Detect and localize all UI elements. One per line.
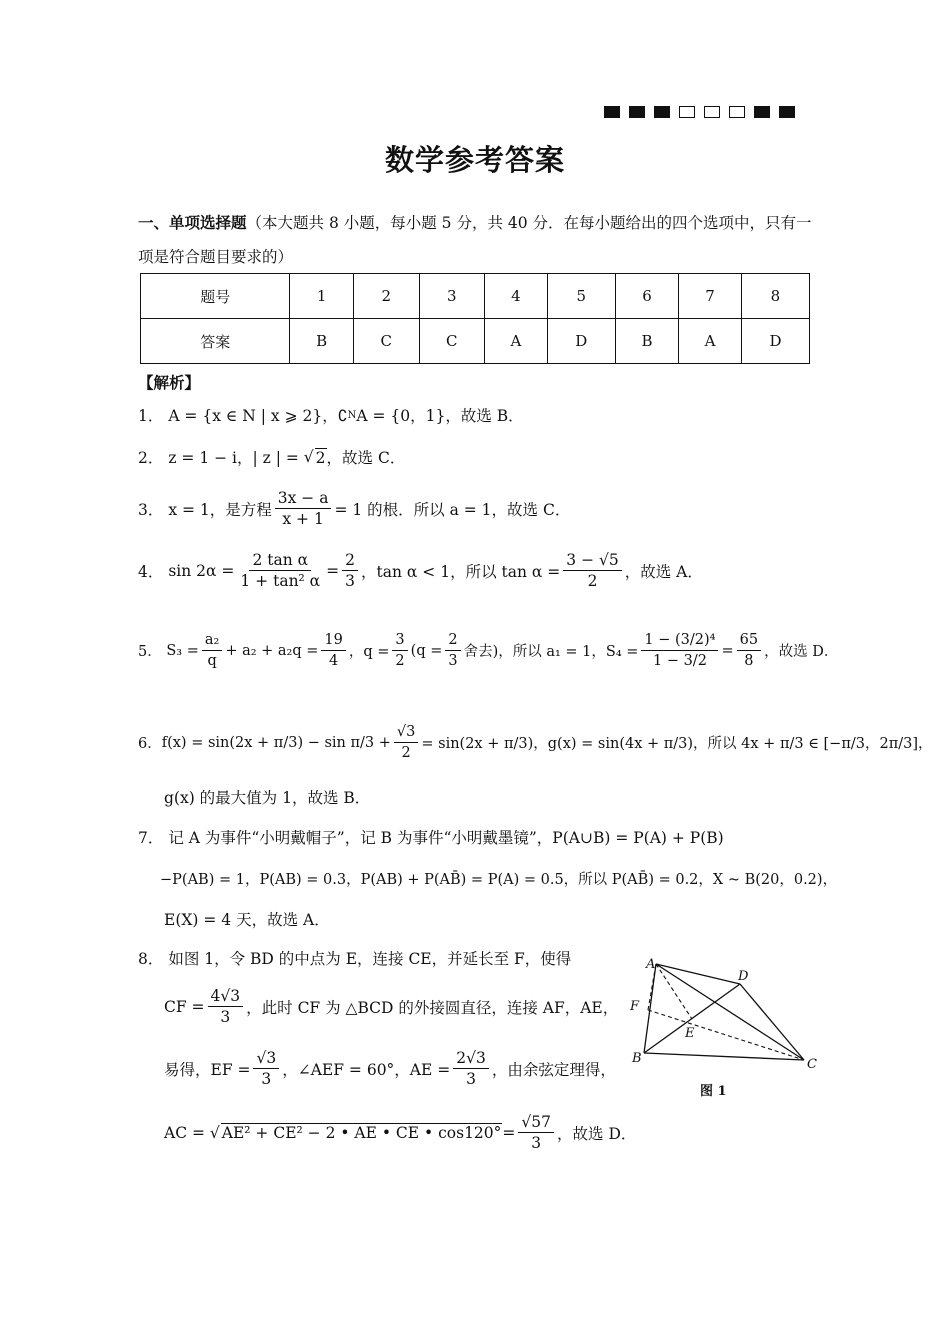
point-label-D: D (738, 969, 749, 984)
numerator: √57 (518, 1112, 554, 1133)
filled-square-mark (629, 106, 645, 118)
fraction (392, 630, 407, 671)
solution-text: S₃ = (166, 642, 199, 659)
page-title: 数学参考答案 (384, 143, 565, 177)
solution-7-line2 (160, 868, 837, 889)
solution-text: = (326, 561, 340, 580)
solution-text: CF = (164, 997, 205, 1016)
solution-text: x = 1，是方程 (168, 500, 272, 519)
numerator: √3 (394, 722, 418, 743)
table-cell: 5 (547, 274, 615, 319)
solution-text: = sin(2x + π/3)，g(x) = sin(4x + π/3)，所以 4x + π/3 ∈ [−π/3，2π/3]， (421, 736, 933, 752)
header-marks (604, 106, 795, 118)
solution-number: 6． (138, 736, 162, 752)
fraction (737, 630, 761, 671)
solution-5 (138, 630, 838, 671)
solution-8-line3 (164, 1048, 616, 1089)
subscript: N (347, 409, 357, 421)
solution-text: 易得，EF = (164, 1060, 251, 1079)
empty-square-mark (704, 106, 720, 118)
fraction (208, 986, 244, 1027)
solution-text: z = 1 − i，| z | = (168, 449, 299, 467)
numerator: 65 (737, 630, 761, 651)
solution-text: ，此时 CF 为 △BCD 的外接圆直径，连接 AF，AE， (246, 998, 619, 1017)
table-row-numbers (141, 274, 810, 319)
solution-text: g(x) 的最大值为 1，故选 B． (164, 789, 371, 807)
filled-square-mark (754, 106, 770, 118)
denominator: 3 (220, 1008, 231, 1026)
solution-text: −P(AB) = 1，P(AB) = 0.3，P(AB) + P(AB̄) = P(A) = 0.5，所以 P(AB̄) = 0.2，X ~ B(20，0.2)， (160, 872, 838, 888)
numerator: 2 tan α (249, 550, 311, 571)
dashed-FC (648, 1010, 804, 1060)
section-heading (138, 206, 818, 274)
solution-text: sin 2α = (168, 561, 235, 580)
solution-text: = (721, 642, 734, 659)
fraction (237, 550, 323, 591)
solution-text: 舍去)，所以 a₁ = 1，S₄ = (463, 644, 639, 660)
numerator: a₂ (202, 630, 222, 651)
solution-6-cont (164, 786, 370, 808)
fraction (641, 630, 718, 671)
numerator: 4√3 (208, 986, 244, 1007)
figure-caption: 图 1 (700, 1084, 727, 1099)
fraction (394, 722, 418, 763)
solution-number: 2． (138, 449, 164, 467)
denominator: 8 (744, 653, 754, 669)
solution-text: = (502, 1123, 516, 1142)
edge-DC (740, 984, 804, 1060)
numerator: 19 (321, 630, 345, 651)
solution-text: A = {x ∈ N | x ⩾ 2}，∁ (168, 407, 348, 425)
solution-3 (138, 488, 570, 529)
solution-text: ，由余弦定理得， (491, 1060, 616, 1079)
point-label-F: F (630, 999, 640, 1014)
solution-text: ，故选 A． (624, 562, 703, 581)
solution-8-line2 (164, 986, 618, 1027)
table-cell: A (485, 319, 548, 364)
solution-text: ，tan α < 1，所以 tan α = (361, 562, 561, 581)
solution-number: 7． (138, 829, 164, 847)
denominator: 1 + tan² α (240, 572, 321, 590)
table-label-answer: 答案 (141, 319, 290, 364)
fraction (445, 630, 460, 671)
edge-AD (656, 964, 740, 984)
denominator: 2 (401, 745, 411, 761)
solution-8 (138, 947, 571, 969)
solution-text: ，故选 D． (557, 1124, 637, 1143)
numerator: √3 (253, 1048, 279, 1069)
numerator: 3 (392, 630, 407, 651)
table-cell: 3 (419, 274, 485, 319)
edge-AB (644, 964, 656, 1053)
radicand: 2 (315, 448, 326, 467)
point-label-A: A (646, 957, 656, 972)
numerator: 1 − (3/2)⁴ (641, 630, 718, 651)
analysis-label: 【解析】 (138, 373, 201, 392)
solution-text: ，故选 C． (326, 449, 406, 467)
table-cell: B (615, 319, 679, 364)
solution-text: = 1 的根．所以 a = 1，故选 C． (334, 500, 571, 519)
solution-1 (138, 404, 524, 426)
point-label-E: E (685, 1026, 695, 1041)
fraction (275, 488, 332, 529)
solution-text: (q = (410, 642, 443, 659)
solution-text: f(x) = sin(2x + π/3) − sin π/3 + (161, 734, 391, 751)
edge-BC (644, 1053, 804, 1060)
geometry-figure (622, 950, 822, 1075)
table-cell: C (353, 319, 419, 364)
table-cell: 8 (741, 274, 809, 319)
table-cell: C (419, 319, 485, 364)
solution-number: 4． (138, 562, 164, 581)
solution-text: + a₂ + a₂q = (225, 642, 319, 659)
solution-text: A = {0，1}，故选 B． (356, 407, 524, 425)
table-cell: A (679, 319, 742, 364)
dashed-AE (656, 964, 692, 1019)
denominator: 3 (466, 1070, 476, 1088)
empty-square-mark (679, 106, 695, 118)
solution-4 (138, 550, 703, 591)
denominator: 3 (261, 1070, 272, 1088)
fraction (563, 550, 621, 591)
solution-number: 3． (138, 500, 164, 519)
section-note: （本大题共 8 小题，每小题 5 分，共 40 分．在每小题给出的四个选项中，只有一项是符合题目要求的） (138, 214, 812, 266)
filled-square-mark (654, 106, 670, 118)
edge-AC (656, 964, 804, 1060)
fraction (453, 1048, 489, 1089)
numerator: 3x − a (275, 488, 332, 509)
numerator: 2√3 (453, 1048, 489, 1069)
solution-number: 5． (138, 644, 162, 660)
empty-square-mark (729, 106, 745, 118)
fraction (202, 630, 222, 671)
numerator: 2 (342, 550, 358, 571)
filled-square-mark (604, 106, 620, 118)
solution-7 (138, 826, 724, 848)
solution-8-line4: AC = √ AE² + CE² − 2 • AE • CE • cos120° = $\frac{√57}{3}$ ，故选 D． (164, 1113, 637, 1152)
solution-2: 2． z = 1 − i，| z | = √ 2 ，故选 C． (138, 448, 406, 467)
section-title: 一、单项选择题 (138, 213, 247, 232)
point-label-C: C (807, 1057, 817, 1072)
denominator: 3 (531, 1134, 542, 1152)
denominator: q (207, 653, 217, 669)
denominator: x + 1 (282, 510, 324, 528)
solution-6 (138, 722, 933, 763)
solution-text: ，故选 D． (764, 644, 839, 660)
solution-text: E(X) = 4 天，故选 A． (164, 911, 330, 929)
solution-7-line3 (164, 908, 330, 930)
answer-table (140, 273, 810, 364)
fraction (518, 1112, 554, 1153)
solution-number: 8． (138, 950, 164, 968)
denominator: 2 (587, 572, 598, 590)
solution-text: ，∠AEF = 60°，AE = (282, 1060, 451, 1079)
table-cell: D (547, 319, 615, 364)
numerator: 3 − √5 (563, 550, 621, 571)
solution-text: AC = (164, 1123, 205, 1142)
table-cell: 6 (615, 274, 679, 319)
table-cell: 2 (353, 274, 419, 319)
table-cell: D (741, 319, 809, 364)
denominator: 2 (395, 653, 405, 669)
solution-text: 记 A 为事件“小明戴帽子”，记 B 为事件“小明戴墨镜”，P(A∪B) = P(A) + P(B) (168, 829, 724, 847)
denominator: 3 (448, 653, 458, 669)
denominator: 3 (345, 572, 356, 590)
table-row-answers (141, 319, 810, 364)
solution-text: 如图 1，令 BD 的中点为 E，连接 CE，并延长至 F，使得 (168, 950, 572, 968)
table-cell: B (290, 319, 354, 364)
fraction (321, 630, 345, 671)
filled-square-mark (779, 106, 795, 118)
table-cell: 7 (679, 274, 742, 319)
table-label-number: 题号 (141, 274, 290, 319)
denominator: 4 (329, 653, 339, 669)
table-cell: 1 (290, 274, 354, 319)
numerator: 2 (445, 630, 460, 651)
fraction (342, 550, 358, 591)
denominator: 1 − 3/2 (652, 653, 707, 669)
solution-number: 1． (138, 407, 164, 425)
table-cell: 4 (485, 274, 548, 319)
radicand: AE² + CE² − 2 • AE • CE • cos120° (221, 1124, 502, 1142)
fraction (253, 1048, 279, 1089)
point-label-B: B (632, 1051, 642, 1066)
solution-text: ，q = (348, 644, 390, 660)
